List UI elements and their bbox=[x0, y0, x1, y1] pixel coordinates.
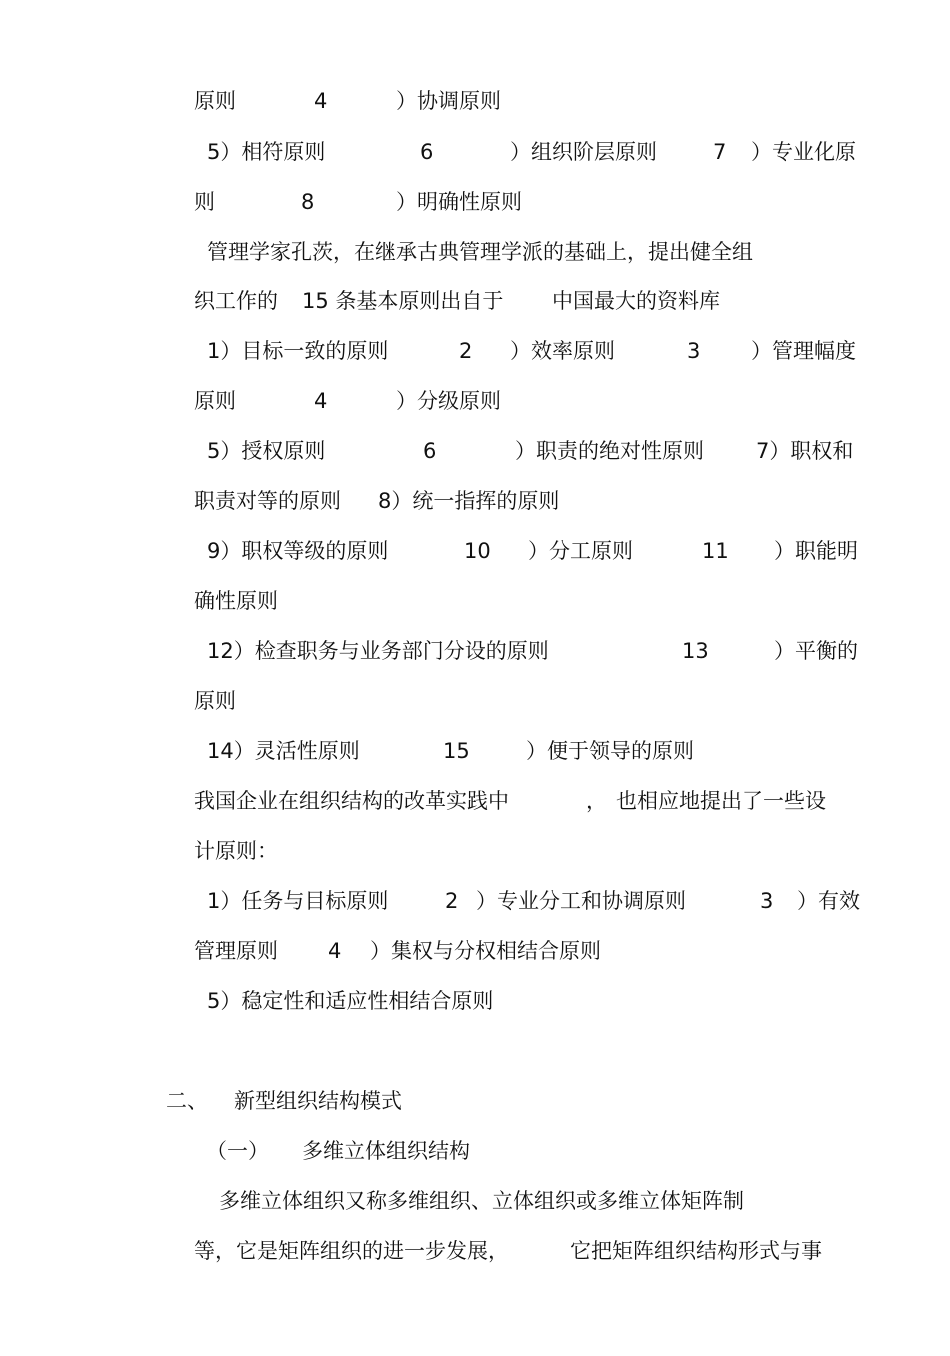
line-text: 3 bbox=[687, 339, 701, 363]
line-text: ）明确性原则 bbox=[396, 190, 522, 214]
line-text: 2 bbox=[459, 339, 473, 363]
line-text: ）专业分工和协调原则 bbox=[476, 889, 686, 913]
line-text: 我国企业在组织结构的改革实践中 bbox=[194, 789, 509, 813]
line-text: 也相应地提出了一些设 bbox=[616, 789, 826, 813]
line-text: 等，它是矩阵组织的进一步发展， bbox=[194, 1239, 509, 1263]
line-text: 7）职权和 bbox=[756, 439, 854, 463]
line-text: 7 bbox=[713, 140, 727, 164]
line-text: 管理学家孔茨，在继承古典管理学派的基础上，提出健全组 bbox=[207, 240, 753, 264]
line-text: 管理原则 bbox=[194, 939, 278, 963]
line-text: 8 bbox=[301, 190, 315, 214]
line-text: 10 bbox=[464, 539, 491, 563]
line-text: ）分工原则 bbox=[528, 539, 633, 563]
line-text: ， bbox=[586, 789, 607, 813]
line-text: 3 bbox=[760, 889, 774, 913]
line-text: 12）检查职务与业务部门分设的原则 bbox=[207, 639, 549, 663]
line-text: ）专业化原 bbox=[751, 140, 856, 164]
text-line bbox=[0, 1236, 822, 1356]
line-text: 15 bbox=[443, 739, 470, 763]
line-text: 原则 bbox=[194, 689, 236, 713]
line-text: 原则 bbox=[194, 89, 236, 113]
line-text: 5）授权原则 bbox=[207, 439, 326, 463]
line-text: 1）任务与目标原则 bbox=[207, 889, 389, 913]
line-text: 15 条基本原则出自于 bbox=[302, 289, 504, 313]
line-text: 则 bbox=[194, 190, 215, 214]
line-text: 多维立体组织又称多维组织、立体组织或多维立体矩阵制 bbox=[219, 1189, 744, 1213]
line-text: 计原则： bbox=[194, 839, 278, 863]
line-text: ）便于领导的原则 bbox=[526, 739, 694, 763]
line-text: ）效率原则 bbox=[510, 339, 615, 363]
line-text: 它把矩阵组织结构形式与事 bbox=[570, 1239, 822, 1263]
line-text: 4 bbox=[328, 939, 342, 963]
line-text: 5）相符原则 bbox=[207, 140, 326, 164]
line-text: ）分级原则 bbox=[396, 389, 501, 413]
line-text: ）协调原则 bbox=[396, 89, 501, 113]
subsection-title: 多维立体组织结构 bbox=[302, 1139, 470, 1163]
line-text: 11 bbox=[702, 539, 729, 563]
line-text: ）组织阶层原则 bbox=[510, 140, 657, 164]
line-text: 2 bbox=[445, 889, 459, 913]
line-text: 织工作的 bbox=[194, 289, 278, 313]
line-text: ）有效 bbox=[797, 889, 860, 913]
line-text: 4 bbox=[314, 89, 328, 113]
line-text: 5）稳定性和适应性相结合原则 bbox=[207, 989, 494, 1013]
line-text: 确性原则 bbox=[194, 589, 278, 613]
section-number: 二、 bbox=[166, 1089, 208, 1113]
line-text: ）平衡的 bbox=[774, 639, 858, 663]
line-text: 9）职权等级的原则 bbox=[207, 539, 389, 563]
line-text: ）集权与分权相结合原则 bbox=[370, 939, 601, 963]
line-text: ）职责的绝对性原则 bbox=[515, 439, 704, 463]
line-text: 职责对等的原则 bbox=[194, 489, 341, 513]
line-text: 13 bbox=[682, 639, 709, 663]
line-text: ）管理幅度 bbox=[751, 339, 856, 363]
line-text: 6 bbox=[423, 439, 437, 463]
line-text: 原则 bbox=[194, 389, 236, 413]
line-text: 中国最大的资料库 bbox=[552, 289, 720, 313]
line-text: 1）目标一致的原则 bbox=[207, 339, 389, 363]
subsection-number: （一） bbox=[206, 1139, 269, 1163]
line-text: 8）统一指挥的原则 bbox=[378, 489, 560, 513]
section-title: 新型组织结构模式 bbox=[234, 1089, 402, 1113]
line-text: 4 bbox=[314, 389, 328, 413]
text-line bbox=[0, 986, 494, 1076]
line-text: ）职能明 bbox=[774, 539, 858, 563]
line-text: 14）灵活性原则 bbox=[207, 739, 360, 763]
line-text: 6 bbox=[420, 140, 434, 164]
